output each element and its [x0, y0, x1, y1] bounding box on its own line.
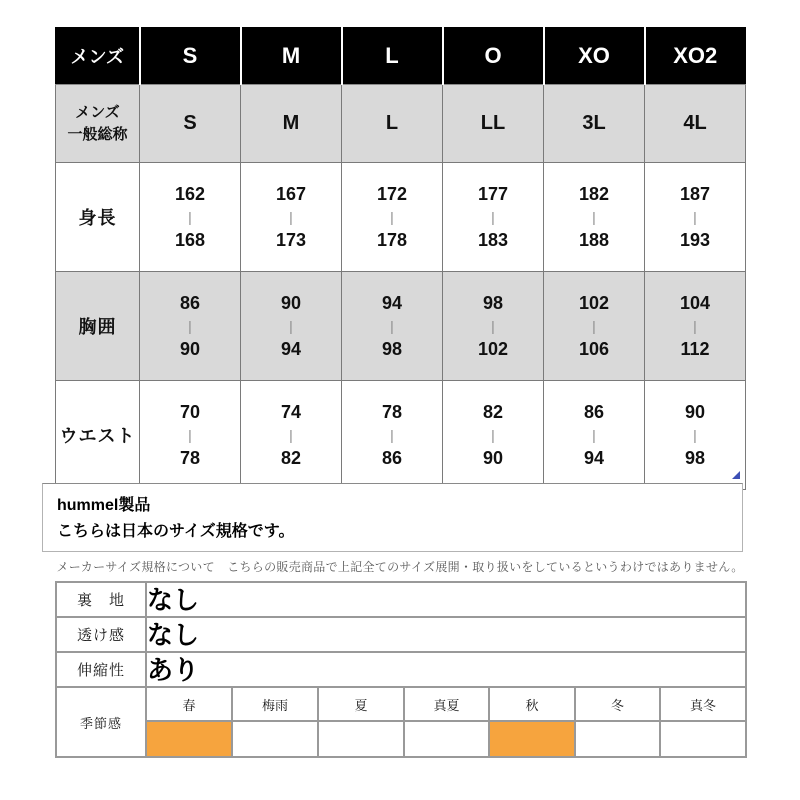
general-label-cell	[56, 85, 140, 163]
range-max: 98	[684, 448, 706, 468]
chest-range-cell	[443, 272, 544, 381]
range-max: 94	[280, 339, 302, 359]
product-spec-table	[55, 581, 747, 758]
stretch-value: あり	[146, 652, 746, 687]
season-highlight-cell	[575, 721, 660, 757]
header-size-cell: O	[443, 28, 544, 85]
range-min: 172	[376, 184, 408, 204]
range-max: 86	[381, 448, 403, 468]
range-max: 178	[376, 230, 408, 250]
season-highlight-cell	[489, 721, 575, 757]
season-name-cell: 秋	[489, 687, 575, 721]
general-size-cell: 3L	[544, 85, 645, 163]
range-min: 74	[280, 402, 302, 422]
season-name-cell: 春	[146, 687, 232, 721]
range-separator: |	[188, 427, 192, 443]
range-max: 94	[583, 448, 605, 468]
waist-label: ウエスト	[56, 381, 140, 490]
general-size-cell: L	[342, 85, 443, 163]
season-name-cell: 夏	[318, 687, 404, 721]
stretch-label: 伸縮性	[56, 652, 146, 687]
waist-range-cell	[645, 381, 746, 490]
general-label-line2: 一般総称	[67, 125, 128, 143]
range-separator: |	[289, 318, 293, 334]
season-label: 季節感	[56, 687, 146, 757]
chest-range-cell	[241, 272, 342, 381]
height-range-cell	[443, 163, 544, 272]
general-size-row	[56, 85, 746, 163]
range-separator: |	[491, 318, 495, 334]
chest-label: 胸囲	[56, 272, 140, 381]
lining-row	[56, 582, 746, 617]
header-size-cell: S	[140, 28, 241, 85]
mens-size-table	[55, 27, 746, 490]
range-min: 90	[684, 402, 706, 422]
season-highlight-cell	[232, 721, 318, 757]
stretch-row	[56, 652, 746, 687]
range-min: 162	[174, 184, 206, 204]
header-size-cell: L	[342, 28, 443, 85]
height-range-cell	[645, 163, 746, 272]
range-min: 98	[482, 293, 504, 313]
maker-size-disclaimer: メーカーサイズ規格について こちらの販売商品で上記全てのサイズ展開・取り扱いをしているというわけではありません。	[56, 560, 744, 574]
range-max: 102	[477, 339, 509, 359]
sheerness-value: なし	[146, 617, 746, 652]
range-min: 86	[583, 402, 605, 422]
range-separator: |	[491, 209, 495, 225]
season-highlight-cell	[660, 721, 746, 757]
range-separator: |	[491, 427, 495, 443]
range-separator: |	[592, 427, 596, 443]
range-max: 78	[179, 448, 201, 468]
range-min: 82	[482, 402, 504, 422]
table-corner-marker-icon	[732, 471, 740, 479]
season-name-cell: 冬	[575, 687, 660, 721]
range-max: 188	[578, 230, 610, 250]
waist-range-cell	[544, 381, 645, 490]
brand-note-line2: こちらは日本のサイズ規格です。	[57, 523, 295, 540]
range-max: 112	[680, 339, 710, 359]
range-separator: |	[390, 209, 394, 225]
header-size-cell: M	[241, 28, 342, 85]
chest-range-cell	[342, 272, 443, 381]
range-min: 167	[275, 184, 307, 204]
general-size-cell: M	[241, 85, 342, 163]
header-size-cell: XO	[544, 28, 645, 85]
chest-row	[56, 272, 746, 381]
general-size-cell: 4L	[645, 85, 746, 163]
header-label-cell: メンズ	[56, 28, 140, 85]
range-max: 106	[578, 339, 610, 359]
range-min: 94	[381, 293, 403, 313]
range-min: 78	[381, 402, 403, 422]
lining-label: 裏 地	[56, 582, 146, 617]
season-highlight-cell	[146, 721, 232, 757]
season-highlight-cell	[404, 721, 489, 757]
lining-value: なし	[146, 582, 746, 617]
range-separator: |	[289, 427, 293, 443]
range-max: 98	[381, 339, 403, 359]
range-separator: |	[592, 209, 596, 225]
season-highlight-cell	[318, 721, 404, 757]
waist-range-cell	[342, 381, 443, 490]
sheerness-row	[56, 617, 746, 652]
range-max: 90	[179, 339, 201, 359]
range-max: 90	[482, 448, 504, 468]
chest-range-cell	[140, 272, 241, 381]
general-label-line1: メンズ	[75, 103, 120, 121]
height-label: 身長	[56, 163, 140, 272]
header-size-cell: XO2	[645, 28, 746, 85]
brand-note-box	[42, 483, 743, 552]
season-header-row	[56, 687, 746, 721]
size-header-row	[56, 28, 746, 85]
waist-range-cell	[241, 381, 342, 490]
general-size-cell: S	[140, 85, 241, 163]
range-max: 183	[477, 230, 509, 250]
range-max: 193	[679, 230, 711, 250]
waist-range-cell	[443, 381, 544, 490]
season-name-cell: 真夏	[404, 687, 489, 721]
height-range-cell	[140, 163, 241, 272]
range-separator: |	[390, 318, 394, 334]
range-separator: |	[592, 318, 596, 334]
sheerness-label: 透け感	[56, 617, 146, 652]
chest-range-cell	[544, 272, 645, 381]
waist-row	[56, 381, 746, 490]
season-highlight-row	[56, 721, 746, 757]
range-min: 187	[679, 184, 711, 204]
range-separator: |	[390, 427, 394, 443]
season-name-cell: 梅雨	[232, 687, 318, 721]
range-min: 182	[578, 184, 610, 204]
height-range-cell	[544, 163, 645, 272]
general-size-cell: LL	[443, 85, 544, 163]
chest-range-cell	[645, 272, 746, 381]
range-separator: |	[188, 209, 192, 225]
height-range-cell	[342, 163, 443, 272]
range-max: 173	[275, 230, 307, 250]
range-separator: |	[289, 209, 293, 225]
range-min: 104	[679, 293, 711, 313]
range-min: 177	[477, 184, 509, 204]
range-separator: |	[188, 318, 192, 334]
waist-range-cell	[140, 381, 241, 490]
range-separator: |	[693, 209, 697, 225]
range-separator: |	[693, 318, 697, 334]
range-max: 82	[280, 448, 302, 468]
height-row	[56, 163, 746, 272]
season-name-cell: 真冬	[660, 687, 746, 721]
brand-note-line1: hummel製品	[57, 497, 151, 514]
range-min: 86	[179, 293, 201, 313]
range-separator: |	[693, 427, 697, 443]
range-max: 168	[174, 230, 206, 250]
range-min: 102	[578, 293, 610, 313]
range-min: 70	[179, 402, 201, 422]
range-min: 90	[280, 293, 302, 313]
height-range-cell	[241, 163, 342, 272]
